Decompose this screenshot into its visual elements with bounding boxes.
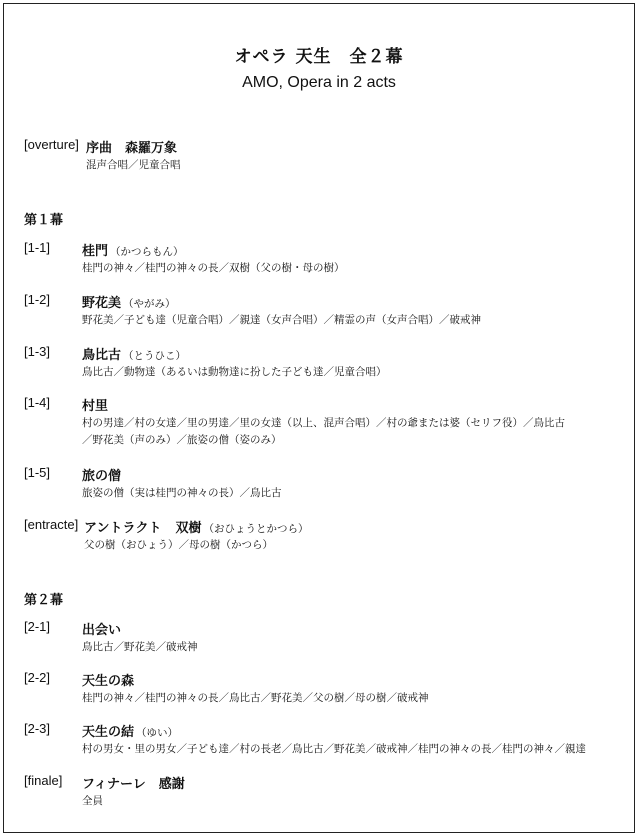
entry-title: 序曲 森羅万象 bbox=[86, 141, 178, 156]
entry-title-text: 天生の森 bbox=[82, 674, 135, 689]
entry-cast: 桂門の神々／桂門の神々の長／鳥比古／野花美／父の樹／母の樹／破戒神 bbox=[82, 692, 429, 704]
entry-number: [entracte] bbox=[24, 517, 79, 532]
entry-number: [2-3] bbox=[24, 721, 51, 736]
entry-cast: 混声合唱／児童合唱 bbox=[86, 159, 181, 171]
entry-number: [1-2] bbox=[24, 292, 51, 307]
entry-reading: （かつらもん） bbox=[110, 246, 184, 258]
entry-title-text: 村里 bbox=[82, 399, 109, 414]
document-page bbox=[3, 3, 635, 833]
entry-subtitle: 双樹 bbox=[175, 521, 202, 536]
entry-cast: 鳥比古／野花美／破戒神 bbox=[82, 641, 198, 653]
entry-title bbox=[82, 670, 136, 689]
page-title: オペラ 天生 全２幕 bbox=[234, 47, 404, 67]
entry-title-text: 天生の結 bbox=[82, 725, 135, 740]
entry-number: [1-5] bbox=[24, 465, 51, 480]
entry-title-text: 桂門 bbox=[82, 244, 109, 259]
entry-reading: （おひょうとかつら） bbox=[203, 523, 309, 535]
entry-title-text: 旅の僧 bbox=[82, 469, 122, 484]
entry-reading: （やがみ） bbox=[123, 298, 176, 310]
entry-title bbox=[82, 395, 110, 414]
entry-cast: 桂門の神々／桂門の神々の長／双樹（父の樹・母の樹） bbox=[82, 262, 345, 274]
act1-heading: 第１幕 bbox=[24, 213, 64, 228]
entry-title-text: 鳥比古 bbox=[82, 348, 122, 363]
entry-title-text: 野花美 bbox=[82, 296, 122, 311]
act2-heading: 第２幕 bbox=[24, 593, 64, 608]
entry-cast: 野花美／子ども達（児童合唱）／親達（女声合唱）／精霊の声（女声合唱）／破戒神 bbox=[82, 314, 481, 326]
entry-number: [overture] bbox=[24, 137, 79, 152]
entry-number: [1-3] bbox=[24, 344, 51, 359]
entry-title bbox=[82, 292, 176, 311]
entry-title bbox=[82, 721, 178, 740]
entry-reading: （とうひこ） bbox=[123, 350, 187, 362]
entry-title bbox=[84, 517, 309, 536]
entry-number: [1-4] bbox=[24, 395, 51, 410]
entry-cast: 村の男女・里の男女／子ども達／村の長老／鳥比古／野花美／破戒神／桂門の神々の長／桂門の神々／親達 bbox=[82, 743, 586, 755]
entry-title bbox=[82, 240, 184, 259]
entry-reading: （ゆい） bbox=[136, 727, 179, 739]
entry-title: フィナーレ 感謝 bbox=[82, 777, 185, 792]
entry-number: [2-1] bbox=[24, 619, 51, 634]
entry-cast: 父の樹（おひょう）／母の樹（かつら） bbox=[84, 539, 273, 551]
entry-cast: 村の男達／村の女達／里の男達／里の女達（以上、混声合唱）／村の爺または婆（セリフ役）／鳥比古／野花美（声のみ）／旅姿の僧（姿のみ） bbox=[82, 417, 565, 446]
entry-number: [2-2] bbox=[24, 670, 51, 685]
entry-title bbox=[82, 465, 123, 484]
entry-title bbox=[82, 344, 186, 363]
entry-title-text: アントラクト bbox=[84, 521, 162, 536]
entry-title bbox=[82, 619, 123, 638]
entry-title-text: 出会い bbox=[82, 623, 122, 638]
entry-number: [finale] bbox=[24, 773, 63, 788]
entry-cast: 鳥比古／動物達（あるいは動物達に扮した子ども達／児童合唱） bbox=[82, 366, 387, 378]
page-subtitle: AMO, Opera in 2 acts bbox=[242, 74, 396, 91]
entry-number: [1-1] bbox=[24, 240, 51, 255]
entry-cast: 全員 bbox=[82, 795, 103, 807]
entry-cast: 旅姿の僧（実は桂門の神々の長）／鳥比古 bbox=[82, 487, 282, 499]
